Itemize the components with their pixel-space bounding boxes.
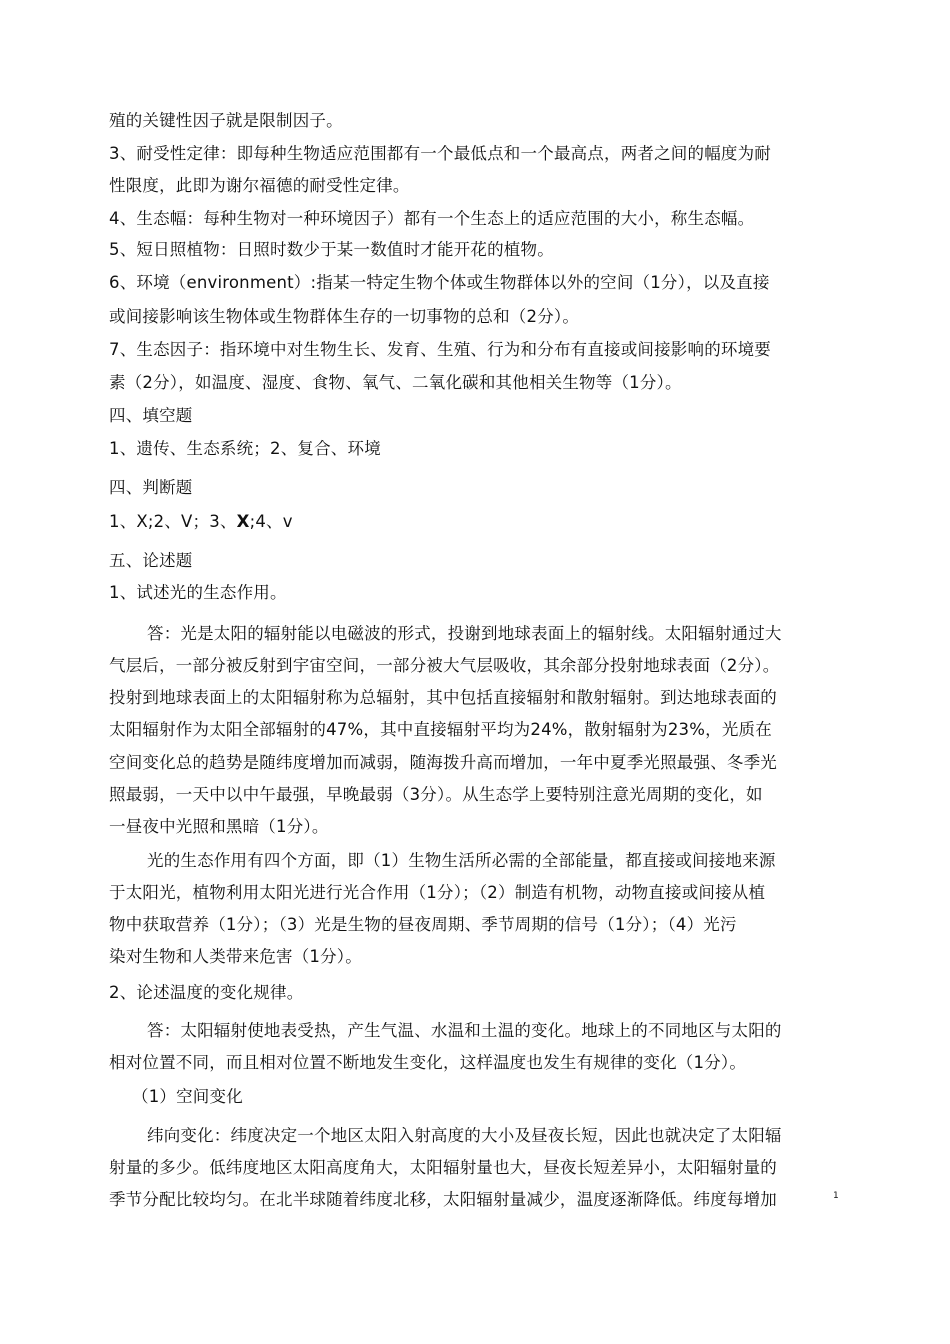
judgement-part: ;4、v — [249, 512, 293, 531]
text-line: 于太阳光，植物利用太阳光进行光合作用（1分）；（2）制造有机物，动物直接或间接从植 — [109, 883, 766, 902]
text-line: 答：光是太阳的辐射能以电磁波的形式，投谢到地球表面上的辐射线。太阳辐射通过大 — [147, 624, 782, 643]
text-line: 7、生态因子：指环境中对生物生长、发育、生殖、行为和分布有直接或间接影响的环境要 — [109, 340, 771, 359]
text-line: 5、短日照植物：日照时数少于某一数值时才能开花的植物。 — [109, 240, 554, 259]
tail-mark: 1 — [833, 1191, 839, 1201]
subsection-heading: （1）空间变化 — [132, 1087, 243, 1106]
text-line: 4、生态幅：每种生物对一种环境因子）都有一个生态上的适应范围的大小，称生态幅。 — [109, 209, 755, 228]
text-line: 射量的多少。低纬度地区太阳高度角大，太阳辐射量也大，昼夜长短差异小，太阳辐射量的 — [109, 1158, 777, 1177]
question-title: 2、论述温度的变化规律。 — [109, 983, 304, 1002]
text-line: 或间接影响该生物体或生物群体生存的一切事物的总和（2分）。 — [109, 307, 580, 326]
text-line: 殖的关键性因子就是限制因子。 — [109, 111, 343, 130]
text-line: 6、环境（environment）:指某一特定生物个体或生物群体以外的空间（1分），以及直接 — [109, 273, 770, 292]
text-line: 气层后，一部分被反射到宇宙空间，一部分被大气层吸收，其余部分投射地球表面（2分）。 — [109, 656, 780, 675]
judgement-answers — [109, 511, 293, 533]
text-line: 季节分配比较均匀。在北半球随着纬度北移，太阳辐射量减少，温度逐渐降低。纬度每增加 — [109, 1190, 777, 1209]
text-line: 一昼夜中光照和黑暗（1分）。 — [109, 817, 329, 836]
text-line: 相对位置不同，而且相对位置不断地发生变化，这样温度也发生有规律的变化（1分）。 — [109, 1053, 747, 1072]
text-line: 纬向变化：纬度决定一个地区太阳入射高度的大小及昼夜长短，因此也就决定了太阳辐 — [147, 1126, 782, 1145]
text-line: 物中获取营养（1分）；（3）光是生物的昼夜周期、季节周期的信号（1分）；（4）光污 — [109, 915, 737, 934]
section-heading: 五、论述题 — [109, 551, 193, 570]
text-line: 光的生态作用有四个方面，即（1）生物生活所必需的全部能量，都直接或间接地来源 — [147, 851, 776, 870]
text-line: 3、耐受性定律：即每种生物适应范围都有一个最低点和一个最高点，两者之间的幅度为耐 — [109, 144, 771, 163]
judgement-part: 1、X;2、V；3、 — [109, 512, 237, 531]
text-line: 1、遗传、生态系统；2、复合、环境 — [109, 439, 381, 458]
section-heading: 四、填空题 — [109, 406, 193, 425]
text-line: 染对生物和人类带来危害（1分）。 — [109, 947, 362, 966]
text-line: 投射到地球表面上的太阳辐射称为总辐射，其中包括直接辐射和散射辐射。到达地球表面的 — [109, 688, 777, 707]
text-line: 太阳辐射作为太阳全部辐射的47%，其中直接辐射平均为24%，散射辐射为23%，光质在 — [109, 720, 772, 739]
section-heading: 四、判断题 — [109, 478, 193, 497]
judgement-bold-x: X — [236, 512, 250, 531]
text-line: 素（2分），如温度、湿度、食物、氧气、二氧化碳和其他相关生物等（1分）。 — [109, 373, 682, 392]
text-line: 空间变化总的趋势是随纬度增加而减弱，随海拨升高而增加，一年中夏季光照最强、冬季光 — [109, 753, 777, 772]
text-line: 答：太阳辐射使地表受热，产生气温、水温和土温的变化。地球上的不同地区与太阳的 — [147, 1021, 782, 1040]
text-line: 照最弱，一天中以中午最强，早晚最弱（3分）。从生态学上要特别注意光周期的变化，如 — [109, 785, 763, 804]
question-title: 1、试述光的生态作用。 — [109, 583, 287, 602]
text-line: 性限度，此即为谢尔福德的耐受性定律。 — [109, 176, 410, 195]
